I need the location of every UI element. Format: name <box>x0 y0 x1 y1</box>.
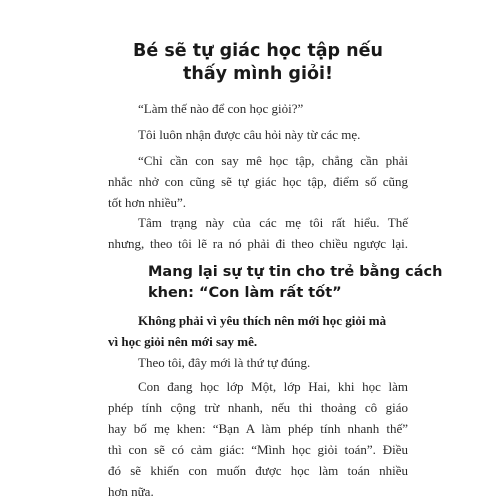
text-line: Tôi luôn nhận được câu hỏi này từ các mẹ. <box>138 127 361 142</box>
text-line: Con đang học lớp Một, lớp Hai, khi học làm <box>138 379 408 394</box>
section-heading-line-1: Mang lại sự tự tin cho trẻ bằng cách <box>148 264 443 280</box>
section-heading-line-2: khen: “Con làm rất tốt” <box>148 285 342 301</box>
text-line: Tâm trạng này của các mẹ tôi rất hiểu. Thế <box>138 215 408 230</box>
text-line: hay bố mẹ khen: “Bạn A làm phép tính nhanh thế” <box>108 421 408 436</box>
text-line: Không phải vì yêu thích nên mới học giỏi mà <box>138 313 387 328</box>
paragraph-example <box>108 376 408 502</box>
text-line: hơn nữa. <box>108 484 154 499</box>
text-line: thì con sẽ có cảm giác: “Mình học giỏi toán”. Điều <box>108 442 408 457</box>
text-line: Theo tôi, đây mới là thứ tự đúng. <box>138 355 311 370</box>
text-line: vì học giỏi nên mới say mê. <box>108 334 258 349</box>
paragraph-order <box>108 352 408 373</box>
text-line: tốt hơn nhiều”. <box>108 195 186 210</box>
text-line: “Chỉ cần con say mê học tập, chẳng cần phải <box>138 153 408 168</box>
text-line: nhắc nhở con cũng sẽ tự giác học tập, điểm số cũng <box>108 174 408 189</box>
paragraph-opinion <box>108 212 408 254</box>
text-line: phép tính cộng trừ nhanh, nếu thi thoảng cô giáo <box>108 400 408 415</box>
paragraph-intro <box>108 124 408 145</box>
text-line: nhưng, theo tôi lẽ ra nó phải đi theo chiều ngược lại. <box>108 236 408 251</box>
paragraph-question <box>108 98 408 119</box>
book-page <box>108 0 443 500</box>
title-line-2: thấy mình giỏi! <box>183 64 333 84</box>
bold-statement <box>108 310 408 352</box>
paragraph-quote <box>108 150 408 213</box>
text-line: “Làm thế nào để con học giỏi?” <box>138 101 304 116</box>
section-heading <box>148 262 443 304</box>
text-line: đó sẽ khiến con muốn được học làm toán nhiều <box>108 463 408 478</box>
page-title <box>108 40 408 86</box>
title-line-1: Bé sẽ tự giác học tập nếu <box>133 41 383 61</box>
